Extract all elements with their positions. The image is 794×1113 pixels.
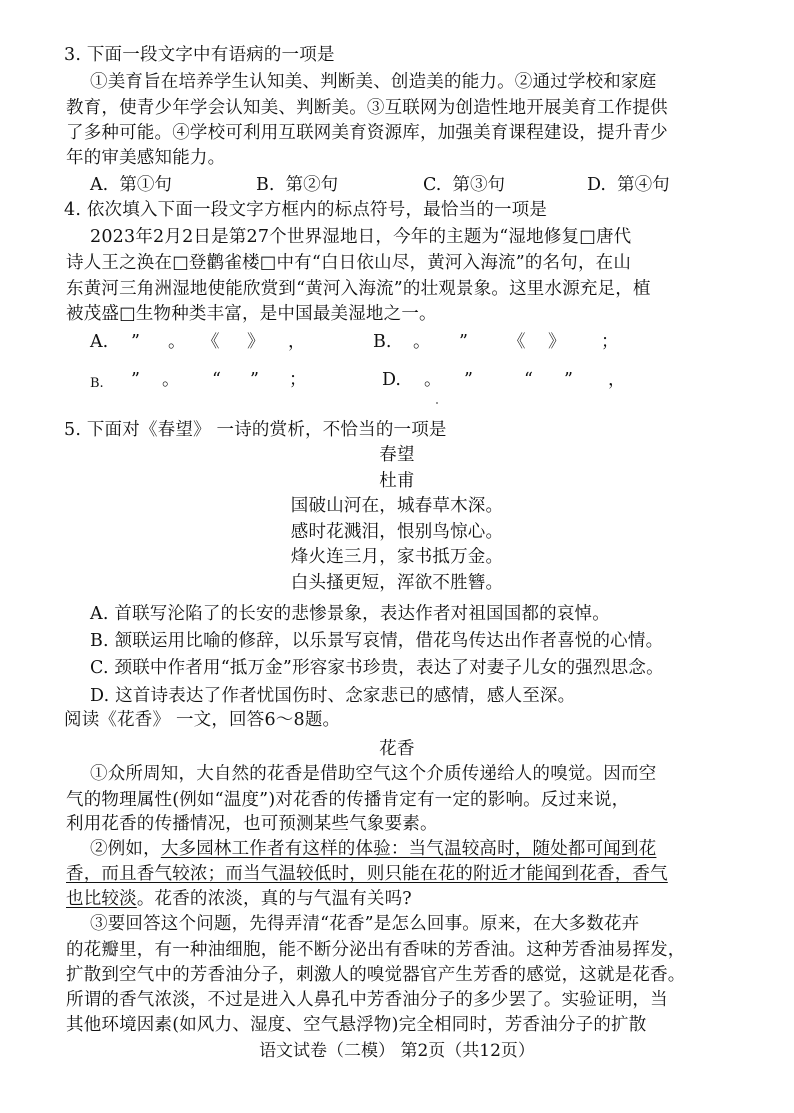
q3-passage-line: 年的审美感知能力。 — [66, 148, 226, 168]
q4-option-b-letter: B. — [373, 332, 392, 352]
paragraph-2-line: ②例如，大多园林工作者有这样的体验：当气温较高时，随处都可闻到花 — [90, 839, 657, 859]
paragraph-1-line: ①众所周知，大自然的花香是借助空气这个介质传递给人的嗅觉。因而空 — [90, 764, 657, 784]
q3-option-b: B. 第②句 — [256, 175, 339, 195]
q4-option-b-mark: ” — [459, 332, 468, 352]
q5-option-d: D. 这首诗表达了作者忧国伤时、念家悲已的感情，感人至深。 — [90, 686, 576, 706]
q3-option-d: D. 第④句 — [587, 175, 670, 195]
q4-option-a-letter: A. — [90, 332, 109, 352]
underlined-sentence: 香，而且香气较浓；而当气温较低时，则只能在花的附近才能闻到花香，香气 — [66, 864, 668, 884]
q4-option-b-mark: 。 — [413, 332, 431, 352]
q4-option-c-letter: B. — [90, 376, 104, 391]
poem-line: 白头搔更短，浑欲不胜簪。 — [290, 573, 504, 593]
poem-line: 烽火连三月，家书抵万金。 — [290, 547, 504, 567]
q5-option-a: A. 首联写沦陷了的长安的悲惨景象，表达作者对祖国国都的哀悼。 — [90, 604, 610, 624]
q5-stem: 5. 下面对《春望》 一诗的赏析，不恰当的一项是 — [64, 420, 447, 440]
q4-passage-line: 诗人王之涣在□登鹳雀楼□中有“白日依山尽，黄河入海流”的名句，在山 — [66, 253, 632, 273]
article-title: 花香 — [379, 739, 415, 759]
paragraph-3-line: 的花瓣里，有一种油细胞，能不断分泌出有香味的芳香油。这种芳香油易挥发， — [66, 940, 686, 960]
q4-option-c-mark: “ — [212, 370, 221, 390]
paragraph-2-line — [66, 863, 668, 885]
underlined-sentence: 大多园林工作者有这样的体验：当气温较高时，随处都可闻到花 — [160, 839, 657, 859]
q3-passage-line: ①美育旨在培养学生认知美、判断美、创造美的能力。②通过学校和家庭 — [90, 72, 657, 92]
q3-option-c: C. 第③句 — [423, 175, 505, 195]
poem-line: 国破山河在，城春草木深。 — [290, 496, 504, 516]
paragraph-3-line: ③要回答这个问题，先得弄清“花香”是怎么回事。原来，在大多数花卉 — [90, 914, 640, 934]
q4-option-d-mark: “ — [524, 370, 533, 390]
paragraph-3-line: 其他环境因素(如风力、湿度、空气悬浮物)完全相同时，芳香油分子的扩散 — [66, 1015, 647, 1035]
q5-option-b: B. 颔联运用比喻的修辞，以乐景写哀情，借花鸟传达出作者喜悦的心情。 — [90, 631, 664, 651]
q4-option-a-mark: 》 — [247, 332, 265, 352]
q4-option-d-mark: ， — [608, 370, 626, 390]
q4-option-a-mark: ” — [131, 332, 140, 352]
q4-option-c-mark: ” — [250, 370, 259, 390]
q4-option-a-mark: 《 — [202, 332, 220, 352]
q4-option-d-mark: ” — [464, 370, 473, 390]
q4-option-c-mark: ” — [131, 370, 140, 390]
q4-passage-line: 东黄河三角洲湿地使能欣赏到“黄河入海流”的壮观景象。这里水源充足，植 — [66, 279, 651, 299]
paragraph-1-line: 利用花香的传播情况，也可预测某些气象要素。 — [66, 814, 438, 834]
q3-option-a: A. 第①句 — [90, 175, 172, 195]
poem-author: 杜甫 — [379, 471, 415, 491]
q4-option-c-mark: ； — [289, 370, 307, 390]
q3-passage-line: 了多种可能。④学校可利用互联网美育资源库，加强美育课程建设，提升青少 — [66, 123, 668, 143]
q4-option-a-mark: ， — [288, 332, 306, 352]
q4-stem: 4. 依次填入下面一段文字方框内的标点符号，最恰当的一项是 — [64, 200, 548, 220]
q4-option-b-mark: 》 — [548, 332, 566, 352]
page-footer: 语文试卷（二模） 第2页（共12页） — [259, 1041, 535, 1061]
q3-stem: 3. 下面一段文字中有语病的一项是 — [64, 45, 335, 65]
poem-line: 感时花溅泪，恨别鸟惊心。 — [290, 522, 504, 542]
paragraph-3-line: 所谓的香气浓淡，不过是进入人鼻孔中芳香油分子的多少罢了。实验证明，当 — [66, 990, 668, 1010]
q4-option-b-mark: ； — [601, 332, 619, 352]
q4-option-d-mark: ” — [564, 370, 573, 390]
q4-option-d-mark: 。 — [424, 370, 442, 390]
poem-title: 春望 — [379, 445, 415, 465]
q4-option-a-mark: 。 — [168, 332, 186, 352]
q4-option-c-mark: 。 — [162, 370, 180, 390]
paragraph-2-line: 也比较淡。花香的浓淡，真的与气温有关吗? — [66, 889, 412, 909]
q3-passage-line: 教育，使青少年学会认知美、判断美。③互联网为创造性地开展美育工作提供 — [66, 98, 668, 118]
underlined-sentence: 也比较淡 — [66, 889, 137, 909]
reading-intro: 阅读《花香》 一文，回答6～8题。 — [64, 710, 341, 730]
speck-mark — [436, 402, 438, 404]
paragraph-3-line: 扩散到空气中的芳香油分子，刺激人的嗅觉器官产生芳香的感觉，这就是花香。 — [66, 965, 686, 985]
q4-option-d-letter: D. — [382, 370, 401, 390]
q4-option-b-mark: 《 — [508, 332, 526, 352]
q5-option-c: C. 颈联中作者用“抵万金”形容家书珍贵，表达了对妻子儿女的强烈思念。 — [90, 658, 664, 678]
q4-passage-line: 被茂盛□生物种类丰富，是中国最美湿地之一。 — [66, 304, 437, 324]
paragraph-1-line: 气的物理属性(例如“温度”)对花香的传播肯定有一定的影响。反过来说， — [66, 790, 630, 810]
q4-passage-line: 2023年2月2日是第27个世界湿地日，今年的主题为“湿地修复□唐代 — [90, 227, 632, 247]
